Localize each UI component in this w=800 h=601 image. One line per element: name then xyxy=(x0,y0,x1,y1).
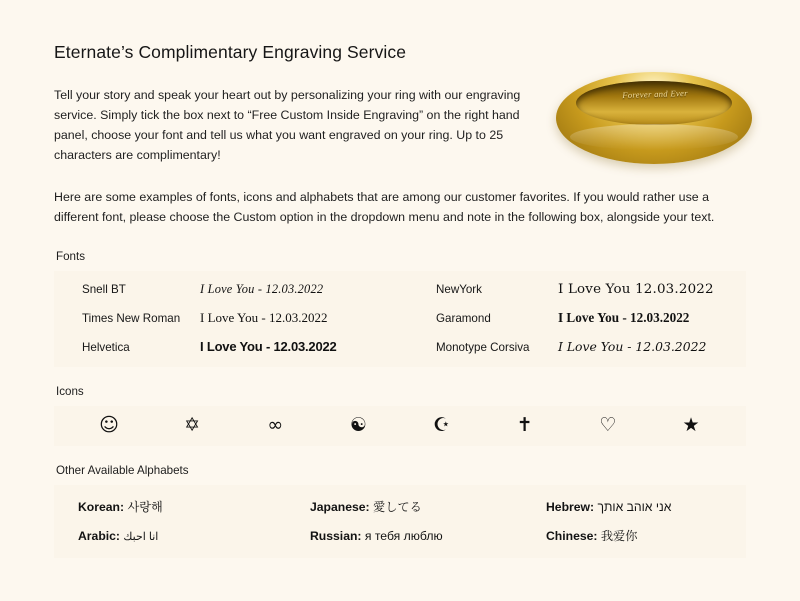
font-name-garamond: Garamond xyxy=(436,311,491,325)
infinity-icon: ∞ xyxy=(267,414,284,437)
font-sample-monotype-corsiva: I Love You - 12.03.2022 xyxy=(558,338,707,354)
alphabet-russian xyxy=(310,529,546,543)
icons-section-label: Icons xyxy=(56,384,84,398)
font-name-snell: Snell BT xyxy=(82,282,126,296)
alphabet-chinese-label: Chinese: xyxy=(546,528,598,543)
font-sample-newyork: I Love You 12.03.2022 xyxy=(558,281,714,297)
font-sample-times-new-roman: I Love You - 12.03.2022 xyxy=(200,309,328,325)
fonts-section-label: Fonts xyxy=(56,249,85,263)
cross-icon: ✝ xyxy=(516,414,533,437)
page-title: Eternate’s Complimentary Engraving Service xyxy=(54,42,407,62)
alphabet-japanese-label: Japanese: xyxy=(310,499,370,514)
font-sample-snell: I Love You - 12.03.2022 xyxy=(200,281,324,296)
intro-paragraph: Tell your story and speak your heart out by personalizing your ring with our engraving service. Simply tick the box next to “Free Custom Inside Engraving” on the right hand panel, choose your font and tell us what you want engraved on your ring. Up to 25 characters are complimentary! xyxy=(54,88,521,163)
icons-panel xyxy=(54,406,746,446)
alphabets-grid xyxy=(78,498,722,544)
alphabet-korean-value: 사랑해 xyxy=(127,499,163,514)
font-name-newyork: NewYork xyxy=(436,282,482,296)
yin-yang-icon: ☯ xyxy=(349,414,367,437)
alphabet-hebrew-value: אני אוהב אותך xyxy=(597,499,672,514)
alphabet-arabic-label: Arabic: xyxy=(78,528,120,543)
alphabet-chinese xyxy=(546,527,722,544)
heart-outline-icon: ♡ xyxy=(599,414,617,437)
alphabet-russian-label: Russian: xyxy=(310,528,362,543)
alphabet-hebrew xyxy=(546,500,722,514)
ring-highlight xyxy=(570,124,738,150)
fonts-intro-paragraph: Here are some examples of fonts, icons and alphabets that are among our customer favorites. If you would rather use a different font, please choose the Custom option in the dropdown menu and note in the following box, alongside your text. xyxy=(54,190,715,225)
alphabets-panel xyxy=(54,485,746,558)
font-sample-garamond: I Love You - 12.03.2022 xyxy=(558,309,690,325)
star-of-david-icon: ✡ xyxy=(184,414,201,437)
alphabet-japanese xyxy=(310,498,546,515)
star-and-crescent-icon: ☪ xyxy=(433,414,451,437)
alphabet-japanese-value: 愛してる xyxy=(373,499,422,514)
smiley-face-icon: ☺ xyxy=(99,414,119,437)
alphabet-russian-value: я тебя люблю xyxy=(364,528,443,543)
font-name-monotype-corsiva: Monotype Corsiva xyxy=(436,340,530,354)
fonts-grid xyxy=(82,282,718,354)
alphabet-hebrew-label: Hebrew: xyxy=(546,499,595,514)
font-name-helvetica: Helvetica xyxy=(82,340,130,354)
fonts-panel xyxy=(54,271,746,367)
alphabet-arabic-value: انا احبك xyxy=(123,530,159,543)
alphabet-arabic xyxy=(78,529,310,543)
engraved-ring-image xyxy=(556,72,756,167)
font-name-times-new-roman: Times New Roman xyxy=(82,311,181,325)
font-sample-helvetica: I Love You - 12.03.2022 xyxy=(200,338,337,354)
ring-engraving-text: Forever and Ever xyxy=(622,87,688,101)
star-filled-icon: ★ xyxy=(682,414,700,437)
alphabet-chinese-value: 我爱你 xyxy=(600,528,638,543)
alphabet-korean-label: Korean: xyxy=(78,499,125,514)
alphabet-korean xyxy=(78,498,310,515)
alphabets-section-label: Other Available Alphabets xyxy=(56,463,189,477)
